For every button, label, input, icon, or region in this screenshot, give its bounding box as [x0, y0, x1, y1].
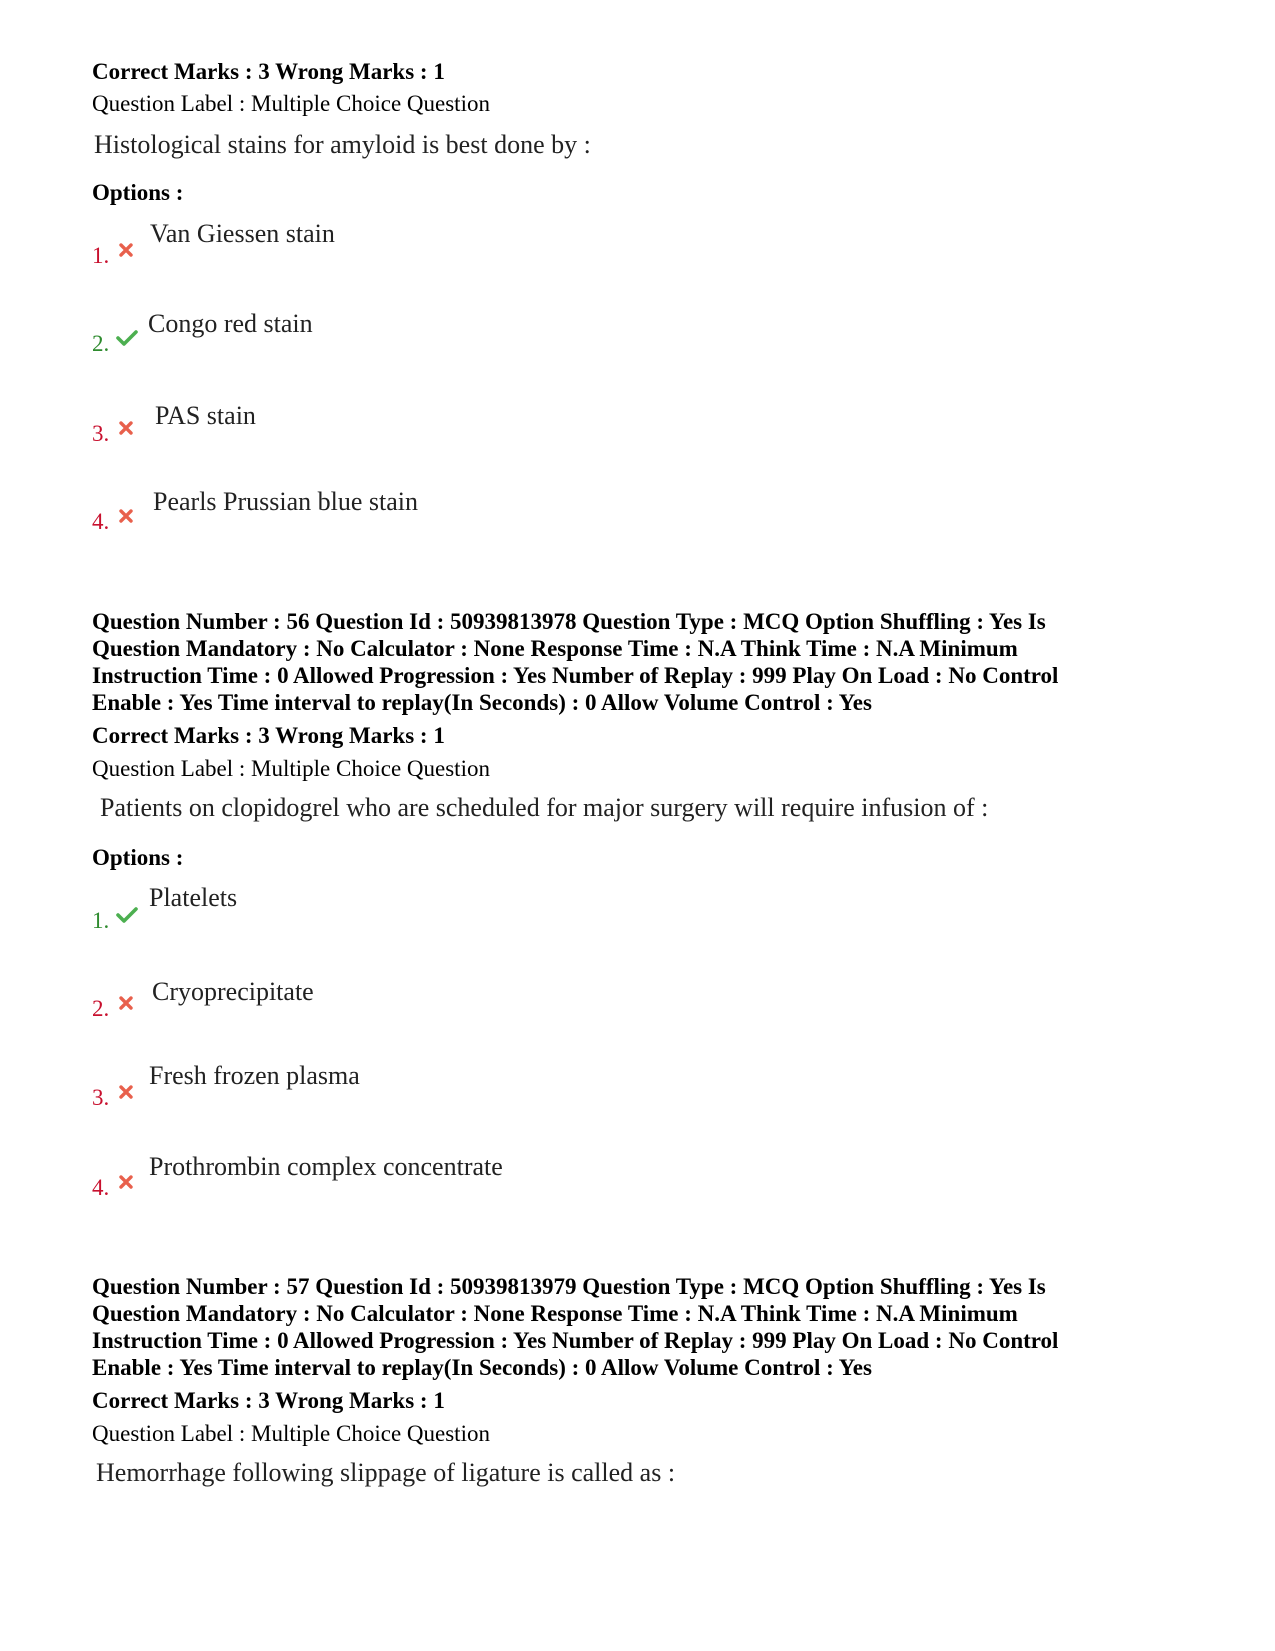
option-text: Congo red stain — [148, 309, 313, 338]
cross-icon — [118, 242, 134, 258]
question-meta-line: Question Number : 57 Question Id : 50939813979 Question Type : MCQ Option Shuffling : Yes Is — [92, 1274, 1046, 1299]
option-number: 2. — [92, 331, 110, 356]
question-meta-line: Instruction Time : 0 Allowed Progression : Yes Number of Replay : 999 Play On Load : No Control — [92, 663, 1059, 688]
cross-icon — [118, 995, 134, 1011]
check-icon — [116, 907, 138, 923]
question-meta-line: Instruction Time : 0 Allowed Progression : Yes Number of Replay : 999 Play On Load : No Control — [92, 1328, 1059, 1353]
option-number: 3. — [92, 1085, 110, 1110]
question-meta-line: Enable : Yes Time interval to replay(In Seconds) : 0 Allow Volume Control : Yes — [92, 1355, 872, 1380]
question-text: Histological stains for amyloid is best done by : — [94, 130, 591, 159]
question-label: Question Label : Multiple Choice Question — [92, 1421, 490, 1446]
question-meta-line: Question Mandatory : No Calculator : None Response Time : N.A Think Time : N.A Minimum — [92, 636, 1018, 661]
cross-icon — [118, 420, 134, 436]
option-text: PAS stain — [155, 401, 256, 430]
option-number: 4. — [92, 509, 110, 534]
question-label: Question Label : Multiple Choice Question — [92, 91, 490, 116]
question-meta-line: Question Number : 56 Question Id : 50939813978 Question Type : MCQ Option Shuffling : Yes Is — [92, 609, 1046, 634]
options-heading: Options : — [92, 845, 184, 870]
option-text: Prothrombin complex concentrate — [149, 1152, 503, 1181]
question-meta-line: Question Mandatory : No Calculator : None Response Time : N.A Think Time : N.A Minimum — [92, 1301, 1018, 1326]
option-text: Van Giessen stain — [150, 219, 335, 248]
question-meta-line: Enable : Yes Time interval to replay(In Seconds) : 0 Allow Volume Control : Yes — [92, 690, 872, 715]
question-text: Hemorrhage following slippage of ligature is called as : — [96, 1458, 676, 1487]
option-text: Cryoprecipitate — [152, 977, 314, 1006]
marks-line: Correct Marks : 3 Wrong Marks : 1 — [92, 59, 445, 84]
cross-icon — [118, 508, 134, 524]
option-number: 1. — [92, 243, 110, 268]
option-text: Pearls Prussian blue stain — [153, 487, 419, 516]
marks-line: Correct Marks : 3 Wrong Marks : 1 — [92, 723, 445, 748]
option-number: 3. — [92, 421, 110, 446]
option-text: Fresh frozen plasma — [149, 1061, 360, 1090]
option-number: 1. — [92, 908, 110, 933]
question-label: Question Label : Multiple Choice Question — [92, 756, 490, 781]
cross-icon — [118, 1084, 134, 1100]
check-icon — [116, 330, 138, 346]
options-heading: Options : — [92, 180, 184, 205]
marks-line: Correct Marks : 3 Wrong Marks : 1 — [92, 1388, 445, 1413]
question-text: Patients on clopidogrel who are scheduled for major surgery will require infusion of : — [100, 793, 989, 822]
option-number: 4. — [92, 1175, 110, 1200]
cross-icon — [118, 1174, 134, 1190]
option-text: Platelets — [149, 883, 238, 912]
option-number: 2. — [92, 996, 110, 1021]
